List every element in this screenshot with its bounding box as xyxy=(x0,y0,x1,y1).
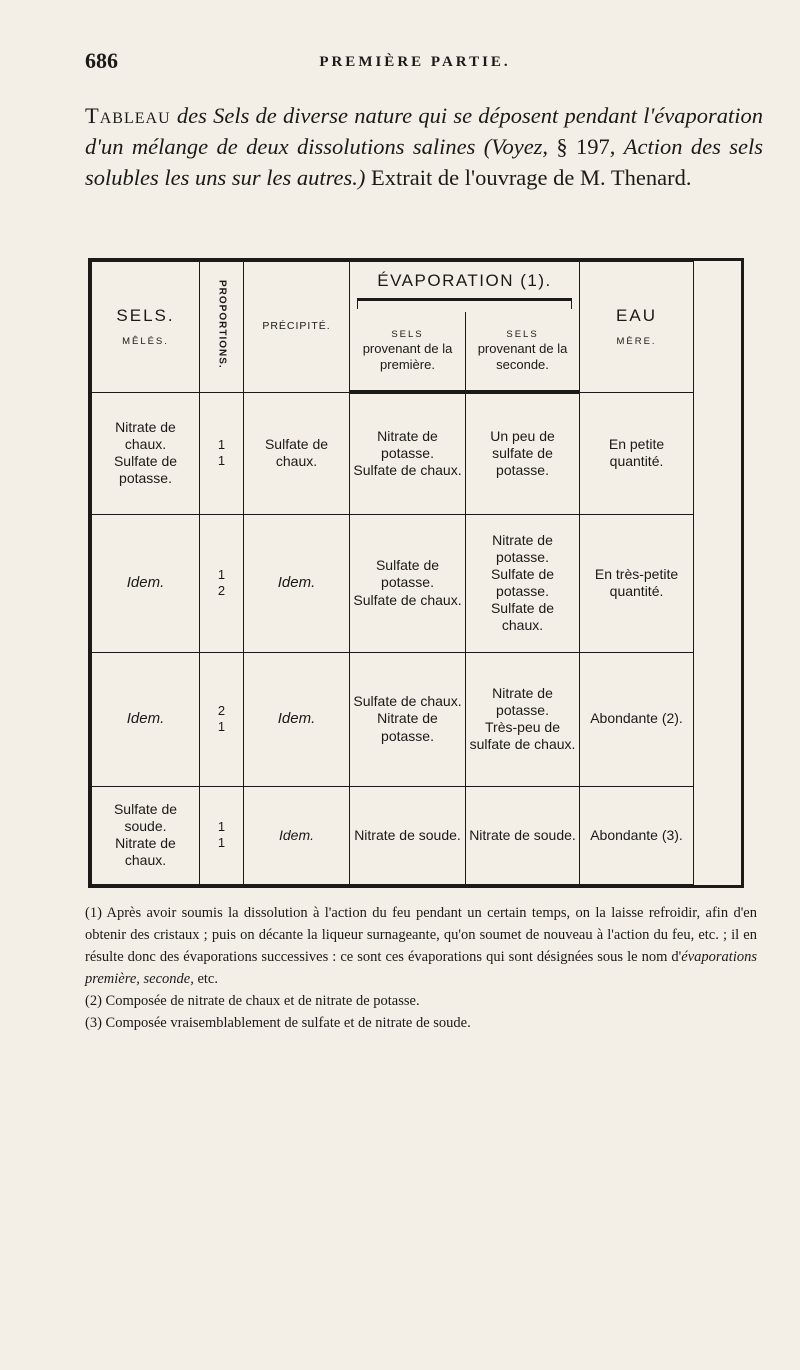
brace-divider xyxy=(357,298,572,309)
header-sels-second: SELS provenant de la seconde. xyxy=(466,312,580,392)
cell-sels: Sulfate de soude. Nitrate de chaux. xyxy=(92,786,200,885)
cell-sels: Idem. xyxy=(92,652,200,786)
table-row xyxy=(92,786,742,885)
header-proportions: PROPORTIONS. xyxy=(200,262,244,393)
header-precipite: PRÉCIPITÉ. xyxy=(244,262,350,393)
header-sels: SELS. MÊLÉS. xyxy=(92,262,200,393)
page-header xyxy=(85,48,745,78)
salts-table xyxy=(88,258,744,888)
footnote-1: (1) Après avoir soumis la dissolution à l'action du feu pendant un certain temps, on la laisse refroidir, afin d'en obtenir des cristaux ; puis on décante la liqueur surnageante, qu'on soumet de nouveau à l'action du feu, etc. ; il en résulte donc des évaporations successives : ce sont ces évaporations qui sont désignées sous le nom d'évaporations première, seconde, etc. xyxy=(85,905,757,987)
cell-second: Nitrate de soude. xyxy=(466,786,580,885)
cell-first: Nitrate de soude. xyxy=(350,786,466,885)
cell-precipite: Idem. xyxy=(244,652,350,786)
cell-proportions: 1 1 xyxy=(200,392,244,514)
cell-second: Un peu de sulfate de potasse. xyxy=(466,392,580,514)
cell-second: Nitrate de potasse. Sulfate de potasse. Sulfate de chaux. xyxy=(466,514,580,652)
footnote-3: (3) Composée vraisemblablement de sulfate et de nitrate de soude. xyxy=(85,1015,471,1031)
title-italic-1: des Sels de diverse nature qui se déposent pendant l'évaporation d'un mélange de deux dissolutions salines ( xyxy=(85,103,763,159)
right-margin-cell xyxy=(694,262,742,393)
cell-sels: Nitrate de chaux. Sulfate de potasse. xyxy=(92,392,200,514)
cell-eau: Abondante (3). xyxy=(580,786,694,885)
footnote-2: (2) Composée de nitrate de chaux et de nitrate de potasse. xyxy=(85,993,420,1009)
table-row xyxy=(92,652,742,786)
table-title xyxy=(85,100,763,193)
cell-first: Nitrate de potasse. Sulfate de chaux. xyxy=(350,392,466,514)
table-row xyxy=(92,514,742,652)
cell-proportions: 1 1 xyxy=(200,786,244,885)
cell-first: Sulfate de potasse. Sulfate de chaux. xyxy=(350,514,466,652)
footnotes xyxy=(85,902,757,1034)
salts-table-grid xyxy=(91,261,742,885)
title-lead: Tableau xyxy=(85,103,171,128)
cell-eau: En petite quantité. xyxy=(580,392,694,514)
cell-precipite: Sulfate de chaux. xyxy=(244,392,350,514)
cell-first: Sulfate de chaux. Nitrate de potasse. xyxy=(350,652,466,786)
header-row-top xyxy=(92,262,742,313)
cell-sels: Idem. xyxy=(92,514,200,652)
header-eau: EAU MÈRE. xyxy=(580,262,694,393)
cell-proportions: 1 2 xyxy=(200,514,244,652)
cell-precipite: Idem. xyxy=(244,786,350,885)
title-section: § 197, xyxy=(548,134,624,159)
cell-eau: En très-petite quantité. xyxy=(580,514,694,652)
cell-eau: Abondante (2). xyxy=(580,652,694,786)
running-head: PREMIÈRE PARTIE. xyxy=(319,54,511,70)
title-italic-2: Action des sels solubles les uns sur les autres.) xyxy=(85,134,764,190)
table-row xyxy=(92,392,742,514)
page-number: 686 xyxy=(85,48,118,73)
cell-proportions: 2 1 xyxy=(200,652,244,786)
cell-second: Nitrate de potasse. Très-peu de sulfate de chaux. xyxy=(466,652,580,786)
cell-precipite: Idem. xyxy=(244,514,350,652)
title-tail: Extrait de l'ouvrage de M. Thenard. xyxy=(365,165,692,190)
header-evaporation: ÉVAPORATION (1). xyxy=(350,262,580,313)
header-sels-first: SELS provenant de la première. xyxy=(350,312,466,392)
title-voyez: Voyez, xyxy=(491,134,549,159)
